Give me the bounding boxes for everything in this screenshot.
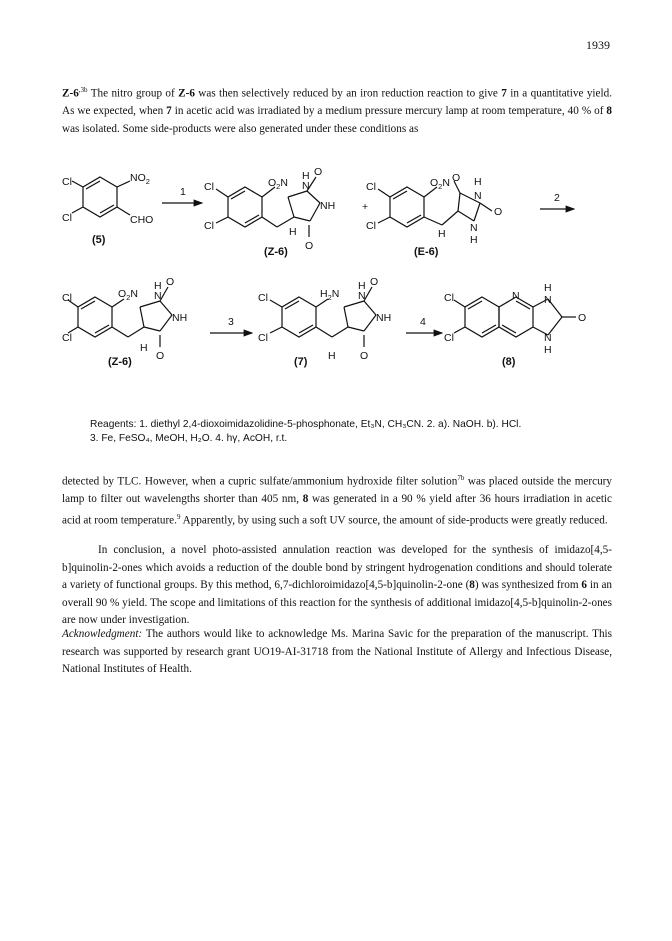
- atom-label: NH: [376, 312, 392, 324]
- atom-label: Cl: [258, 332, 268, 344]
- atom-label: H: [474, 176, 482, 188]
- compound-label-z6: (Z-6): [264, 246, 288, 258]
- atom-label: O: [166, 276, 175, 288]
- atom-label: N: [470, 222, 478, 234]
- paragraph-continued: [62, 82, 612, 139]
- atom-label: H: [470, 234, 478, 246]
- reaction-scheme: [62, 165, 612, 400]
- text-run: detected by TLC. However, when a cupric sulfate/ammonium hydroxide filter solution: [62, 475, 458, 488]
- atom-label: Cl: [62, 292, 72, 304]
- compound-label-7: (7): [294, 356, 308, 368]
- atom-label: Cl: [62, 212, 72, 224]
- arrow-label-3: 3: [228, 316, 234, 328]
- text-run: in a quantitative yield. As we expected, when: [62, 87, 612, 118]
- citation: 7b: [457, 474, 465, 482]
- atom-label: $O_2N$: [268, 177, 288, 191]
- atom-label: O: [314, 166, 323, 178]
- compound-label-e6: (E-6): [414, 246, 439, 258]
- reagents-line-1: Reagents: 1. diethyl 2,4-dioxoimidazolidine-5-phosphonate, Et₃N, CH₃CN. 2. a). NaOH. b). HCl.: [90, 419, 522, 430]
- atom-label: N: [154, 290, 162, 302]
- atom-label: Cl: [204, 220, 214, 232]
- compound-label-5: (5): [92, 234, 106, 246]
- text-run: In conclusion, a novel photo-assisted annulation reaction was developed for the synthesis of imidazo[4,5-b]quinolin-2-ones which avoids a reduction of the double bond by stringent hydrogenation conditions and should tolerate a variety of functional groups. By this method, 6,7-dichloroimidazo[4,5-b]quinolin-2-one (: [62, 544, 612, 592]
- atom-label: Cl: [444, 292, 454, 304]
- atom-label: N: [474, 190, 482, 202]
- text-run: was then selectively reduced by an iron reduction reaction to give: [194, 87, 502, 100]
- atom-label: $O_2N$: [118, 288, 138, 302]
- atom-label: O: [494, 206, 503, 218]
- atom-label: H: [302, 170, 310, 182]
- atom-label: H: [328, 350, 336, 362]
- atom-label: H: [289, 226, 297, 238]
- atom-label: NH: [320, 200, 336, 212]
- paragraph-results: [62, 470, 612, 530]
- structure-8: [454, 297, 576, 337]
- scheme-atoms: [62, 166, 586, 368]
- page-number: 1939: [586, 38, 610, 52]
- atom-label: Cl: [62, 176, 72, 188]
- text-run: in an overall 90 % yield. The scope and limitations of this reaction for the synthesis of additional imidazo[4,5-b]quinolin-2-ones are now under investigation.: [62, 579, 613, 627]
- structure-5: [72, 177, 130, 217]
- compound-ref: Z-6: [178, 87, 195, 100]
- atom-label: H: [154, 280, 162, 292]
- atom-label: $NO_2$: [130, 172, 150, 186]
- atom-label: O: [370, 276, 379, 288]
- atom-label: H: [140, 342, 148, 354]
- text-run: was placed outside the mercury lamp to filter out wavelengths shorter than 405 nm,: [62, 475, 612, 506]
- compound-ref: 7: [166, 105, 172, 118]
- acknowledgment-heading: Acknowledgment:: [62, 628, 143, 640]
- plus-sign: +: [362, 201, 369, 213]
- compound-ref: Z-6: [62, 87, 79, 100]
- atom-label: O: [305, 240, 314, 252]
- text-run: The authors would like to acknowledge Ms. Marina Savic for the preparation of the manuscript. This research was supported by research grant UO19-AI-31718 from the National Institute of Allergy and Infectious Disease, National Institutes of Health.: [62, 628, 612, 676]
- arrow-label-1: 1: [180, 186, 186, 198]
- atom-label: O: [360, 350, 369, 362]
- reagents-caption: [90, 418, 590, 445]
- text-run: Apparently, by using such a soft UV source, the amount of side-products were greatly reduced.: [180, 514, 608, 527]
- atom-label: N: [544, 294, 552, 306]
- atom-label: Cl: [444, 332, 454, 344]
- atom-label: Cl: [62, 332, 72, 344]
- atom-label: O: [452, 172, 461, 184]
- atom-label: Cl: [366, 181, 376, 193]
- atom-label: N: [544, 332, 552, 344]
- atom-label: Cl: [366, 220, 376, 232]
- text-run: was generated in a 90 % yield after 36 hours irradiation in acetic acid at room temperature.: [62, 493, 613, 527]
- atom-label: Cl: [204, 181, 214, 193]
- atom-label: $O_2N$: [430, 177, 450, 191]
- compound-label-z6-second: (Z-6): [108, 356, 132, 368]
- citation: 9: [176, 512, 181, 521]
- arrow-label-4: 4: [420, 316, 426, 328]
- atom-label: O: [156, 350, 165, 362]
- atom-label: $H_2N$: [320, 288, 340, 302]
- text-run: was isolated. Some side-products were also generated under these conditions as: [62, 122, 419, 135]
- compound-label-8: (8): [502, 356, 516, 368]
- text-run: ) was synthesized from: [474, 579, 582, 592]
- atom-label: O: [578, 312, 587, 324]
- compound-ref: 7: [501, 87, 507, 100]
- atom-label: Cl: [258, 292, 268, 304]
- arrow-label-2: 2: [554, 192, 560, 204]
- citation: ,3b: [78, 86, 88, 94]
- atom-label: H: [544, 282, 552, 294]
- text-run: in acetic acid was irradiated by a medium pressure mercury lamp at room temperature, 40 % of: [171, 105, 607, 118]
- atom-label: NH: [172, 312, 188, 324]
- atom-label: H: [544, 344, 552, 356]
- compound-ref: 8: [469, 579, 475, 592]
- compound-ref: 8: [302, 493, 309, 506]
- atom-label: N: [358, 290, 366, 302]
- paragraph-conclusion: [62, 542, 612, 630]
- atom-label: N: [512, 290, 520, 302]
- compound-ref: 6: [581, 579, 588, 592]
- atom-label: CHO: [130, 214, 154, 226]
- text-run: The nitro group of: [87, 87, 179, 100]
- reagents-line-2: 3. Fe, FeSO₄, MeOH, H₂O. 4. hγ, AcOH, r.t.: [90, 432, 288, 444]
- atom-label: H: [438, 228, 446, 240]
- atom-label: N: [302, 180, 310, 192]
- compound-ref: 8: [606, 105, 612, 118]
- atom-label: H: [358, 280, 366, 292]
- paragraph-acknowledgment: [62, 626, 612, 679]
